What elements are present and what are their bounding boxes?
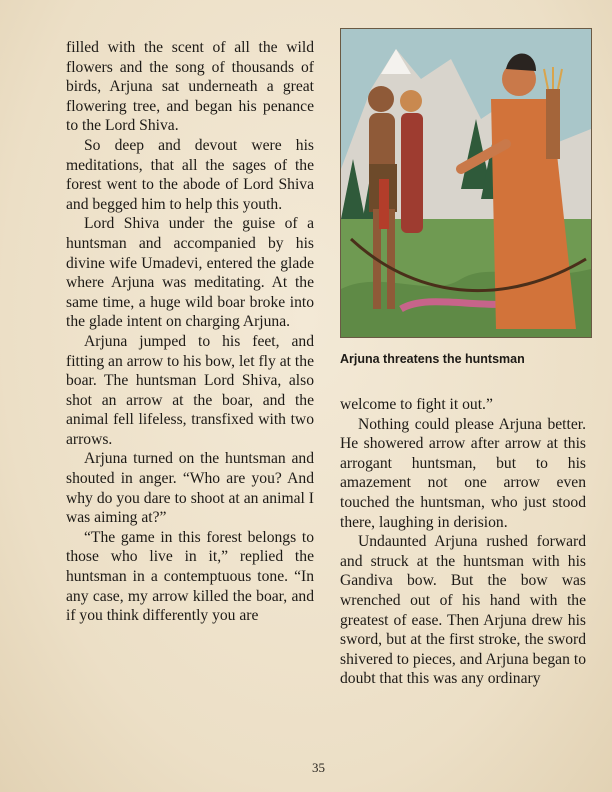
right-text-column <box>340 395 586 689</box>
illustration-artwork <box>341 29 591 337</box>
paragraph: So deep and devout were his meditations, that all the sages of the forest went to the abode of Lord Shiva and begged him to help this youth. <box>66 136 314 213</box>
page-number: 35 <box>312 760 325 775</box>
paragraph: “The game in this forest belongs to those who live in it,” replied the huntsman in a contemptuous tone. “In any case, my arrow killed the boar, and if you think differently you are <box>66 528 314 625</box>
left-text-column <box>66 38 314 626</box>
story-illustration <box>340 28 592 338</box>
paragraph: Nothing could please Arjuna better. He showered arrow after arrow at this arrogant huntsman, but to his amazement not one arrow even touched the huntsman, who just stood there, laughing in derision. <box>340 415 586 531</box>
paragraph: Lord Shiva under the guise of a huntsman and accompanied by his divine wife Umadevi, entered the glade where Arjuna was meditating. At the same time, a huge wild boar broke into the glade intent on charging Arjuna. <box>66 215 314 331</box>
paragraph: welcome to fight it out.” <box>340 396 493 413</box>
illustration-caption: Arjuna threatens the huntsman <box>340 352 525 366</box>
quiver <box>546 89 560 159</box>
paragraph: Undaunted Arjuna rushed forward and struck at the huntsman with his Gandiva bow. But the bow was wrenched out of his hand with the greatest of ease. Then Arjuna drew his sword, but at the first stroke, the sword shivered to pieces, and Arjuna began to doubt that this was any ordinary <box>340 533 586 688</box>
paragraph: filled with the scent of all the wild flowers and the song of thousands of birds, Arjuna sat underneath a great flowering tree, and began his penance to the Lord Shiva. <box>66 39 314 135</box>
paragraph: Arjuna jumped to his feet, and fitting an arrow to his bow, let fly at the boar. The huntsman Lord Shiva, also shot an arrow at the boar, and the animal fell lifeless, transfixed with two arrows. <box>66 332 314 448</box>
paragraph: Arjuna turned on the huntsman and shouted in anger. “Who are you? And why do you dare to shoot at an animal I was aiming at?” <box>66 450 314 527</box>
